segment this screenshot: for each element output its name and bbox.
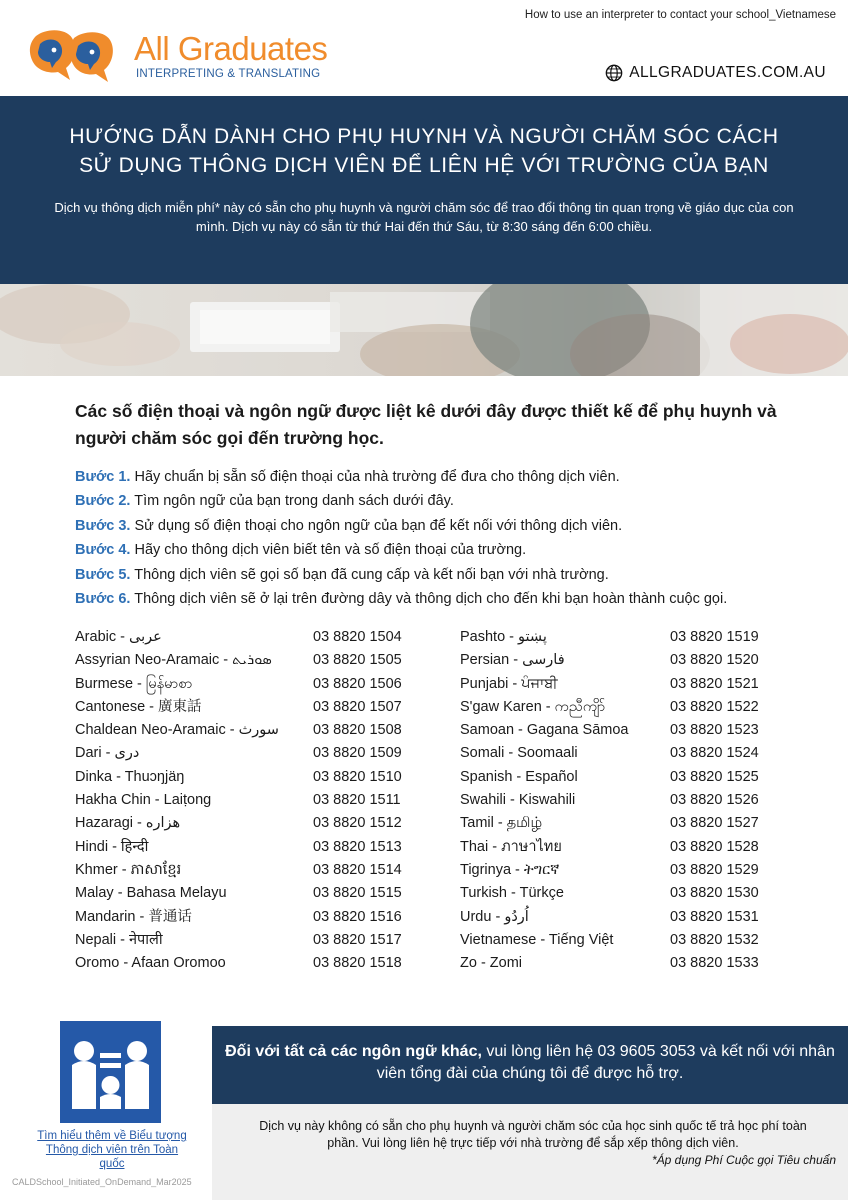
language-phone: 03 8820 1522 <box>670 698 759 715</box>
language-phone: 03 8820 1523 <box>670 722 759 739</box>
language-row <box>75 952 415 975</box>
language-name: Thai - ภาษาไทย <box>460 838 562 855</box>
step-text: Thông dịch viên sẽ gọi số bạn đã cung cấp và kết nối bạn với nhà trường. <box>130 566 609 583</box>
notice-box <box>212 1104 848 1200</box>
language-phone: 03 8820 1517 <box>313 931 402 948</box>
language-name: Hindi - हिन्दी <box>75 838 149 855</box>
globe-icon <box>605 64 623 82</box>
language-name: Nepali - नेपाली <box>75 931 163 948</box>
language-phone: 03 8820 1516 <box>313 908 402 925</box>
language-name: Chaldean Neo-Aramaic - سورث <box>75 722 279 739</box>
language-phone: 03 8820 1533 <box>670 955 759 972</box>
language-row <box>460 929 770 952</box>
website-link[interactable] <box>605 64 826 82</box>
language-phone: 03 8820 1530 <box>670 885 759 902</box>
notice-footnote: *Áp dụng Phí Cuộc gọi Tiêu chuẩn <box>651 1153 836 1167</box>
language-name: Hazaragi - هزاره <box>75 815 181 832</box>
language-row <box>75 673 415 696</box>
language-phone: 03 8820 1524 <box>670 745 759 762</box>
language-row <box>75 719 415 742</box>
language-name: Dari - دری <box>75 745 140 762</box>
language-phone: 03 8820 1508 <box>313 722 402 739</box>
language-row <box>460 766 770 789</box>
language-name: Urdu - اُردُو <box>460 908 529 925</box>
language-name: Tigrinya - ትግርኛ <box>460 861 560 878</box>
language-row <box>75 882 415 905</box>
language-row <box>75 929 415 952</box>
language-row <box>460 812 770 835</box>
language-phone: 03 8820 1532 <box>670 931 759 948</box>
language-name: Mandarin - 普通话 <box>75 908 192 925</box>
language-phone: 03 8820 1505 <box>313 652 402 669</box>
language-name: Spanish - Español <box>460 768 578 785</box>
language-row <box>460 649 770 672</box>
step-text: Thông dịch viên sẽ ở lại trên đường dây và thông dịch cho đến khi bạn hoàn thành cuộc gọi. <box>130 591 728 608</box>
language-row <box>460 742 770 765</box>
language-row <box>460 906 770 929</box>
language-name: Oromo - Afaan Oromoo <box>75 955 226 972</box>
notice-text: Dịch vụ này không có sẵn cho phụ huynh và người chăm sóc của học sinh quốc tế trả học phí toàn phần. Vui lòng liên hệ trực tiếp với nhà trường để sắp xếp thông dịch viên. <box>259 1119 807 1150</box>
language-name: Vietnamese - Tiếng Việt <box>460 931 614 948</box>
language-row <box>460 789 770 812</box>
national-interpreter-symbol-icon <box>60 1021 161 1123</box>
step-item <box>75 489 835 513</box>
language-row <box>460 882 770 905</box>
language-name: Zo - Zomi <box>460 955 523 972</box>
language-name: S'gaw Karen - ကညီကျိာ် <box>460 698 606 715</box>
step-item <box>75 514 835 538</box>
language-row <box>75 906 415 929</box>
language-row <box>460 696 770 719</box>
step-item <box>75 587 835 611</box>
language-name: Khmer - ភាសាខ្មែរ <box>75 861 182 878</box>
language-list-left <box>75 626 415 975</box>
language-row <box>75 696 415 719</box>
language-row <box>460 626 770 649</box>
steps-list <box>75 465 835 611</box>
language-phone: 03 8820 1510 <box>313 768 402 785</box>
language-row <box>75 859 415 882</box>
step-number: Bước 4. <box>75 542 131 559</box>
language-phone: 03 8820 1526 <box>670 792 759 809</box>
step-text: Hãy cho thông dịch viên biết tên và số điện thoại của trường. <box>130 542 527 559</box>
language-phone: 03 8820 1504 <box>313 629 402 645</box>
language-row <box>75 812 415 835</box>
step-number: Bước 2. <box>75 493 131 510</box>
page-title: HƯỚNG DẪN DÀNH CHO PHỤ HUYNH VÀ NGƯỜI CHĂM SÓC CÁCH SỬ DỤNG THÔNG DỊCH VIÊN ĐỂ LIÊN HỆ VỚI TRƯỜNG CỦA BẠN <box>69 125 779 177</box>
language-name: Hakha Chin - Laiṭong <box>75 792 212 809</box>
language-phone: 03 8820 1520 <box>670 652 759 669</box>
language-row <box>460 719 770 742</box>
language-name: Punjabi - ਪੰਜਾਬੀ <box>460 675 558 692</box>
language-name: Assyrian Neo-Aramaic - ܣܘܪܝܬ <box>75 652 272 669</box>
language-name: Pashto - پښتو <box>460 629 547 645</box>
language-name: Malay - Bahasa Melayu <box>75 885 227 902</box>
interpreter-symbol-link[interactable]: Tìm hiểu thêm về Biểu tượng Thông dịch viên trên Toàn quốc <box>37 1130 187 1170</box>
language-name: Swahili - Kiswahili <box>460 792 576 809</box>
language-phone: 03 8820 1509 <box>313 745 402 762</box>
language-name: Burmese - မြန်မာစာ <box>75 675 193 692</box>
language-phone: 03 8820 1514 <box>313 861 402 878</box>
language-row <box>460 836 770 859</box>
brand-name: All Graduates <box>134 30 328 67</box>
phone-list-heading: Các số điện thoại và ngôn ngữ được liệt kê dưới đây được thiết kế để phụ huynh và người chăm sóc gọi đến trường học. <box>75 401 777 448</box>
language-phone: 03 8820 1528 <box>670 838 759 855</box>
language-row <box>75 766 415 789</box>
hero-banner <box>0 96 848 284</box>
step-text: Sử dụng số điện thoại cho ngôn ngữ của bạn để kết nối với thông dịch viên. <box>130 517 623 534</box>
language-name: Somali - Soomaali <box>460 745 578 762</box>
step-item <box>75 563 835 587</box>
language-phone: 03 8820 1525 <box>670 768 759 785</box>
language-row <box>75 789 415 812</box>
document-reference: CALDSchool_Initiated_OnDemand_Mar2025 <box>12 1177 192 1187</box>
language-row <box>75 626 415 649</box>
language-list-right <box>460 626 770 975</box>
language-phone: 03 8820 1513 <box>313 838 402 855</box>
language-name: Cantonese - 廣東話 <box>75 698 202 715</box>
language-row <box>460 952 770 975</box>
all-graduates-logo-icon <box>26 28 120 86</box>
language-phone: 03 8820 1518 <box>313 955 402 972</box>
language-phone: 03 8820 1506 <box>313 675 402 692</box>
language-name: Dinka - Thuɔŋjäŋ <box>75 768 185 785</box>
contact-text: vui lòng liên hệ 03 9605 3053 và kết nối với nhân viên tổng đài của chúng tôi để được hỗ trợ. <box>376 1043 835 1082</box>
language-phone: 03 8820 1511 <box>313 792 401 809</box>
language-phone: 03 8820 1521 <box>670 675 759 692</box>
contact-box <box>212 1026 848 1104</box>
language-row <box>75 836 415 859</box>
step-item <box>75 538 835 562</box>
language-phone: 03 8820 1507 <box>313 698 402 715</box>
language-phone: 03 8820 1512 <box>313 815 402 832</box>
step-text: Hãy chuẩn bị sẵn số điện thoại của nhà trường để đưa cho thông dịch viên. <box>130 469 620 485</box>
step-number: Bước 1. <box>75 469 131 485</box>
language-name: Tamil - தமிழ் <box>460 815 543 832</box>
language-name: Arabic - عربى <box>75 629 162 645</box>
website-label: ALLGRADUATES.COM.AU <box>629 64 826 81</box>
language-row <box>460 673 770 696</box>
step-number: Bước 5. <box>75 566 131 583</box>
brand-tagline: INTERPRETING & TRANSLATING <box>136 68 321 80</box>
document-caption: How to use an interpreter to contact your school_Vietnamese <box>524 9 836 21</box>
language-phone: 03 8820 1519 <box>670 629 759 645</box>
language-row <box>75 649 415 672</box>
hero-photo <box>0 284 848 376</box>
language-name: Persian - فارسی <box>460 652 565 669</box>
language-row <box>75 742 415 765</box>
language-phone: 03 8820 1515 <box>313 885 402 902</box>
language-phone: 03 8820 1527 <box>670 815 759 832</box>
hero-intro: Dịch vụ thông dịch miễn phí* này có sẵn cho phụ huynh và người chăm sóc để trao đổi thông tin quan trọng về giáo dục của con mình. Dịch vụ này có sẵn từ thứ Hai đến thứ Sáu, từ 8:30 sáng đến 6:00 chiều. <box>54 200 794 234</box>
language-name: Turkish - Türkçe <box>460 885 564 902</box>
step-text: Tìm ngôn ngữ của bạn trong danh sách dưới đây. <box>130 493 454 510</box>
step-number: Bước 3. <box>75 517 131 534</box>
step-number: Bước 6. <box>75 591 131 608</box>
language-phone: 03 8820 1531 <box>670 908 759 925</box>
step-item <box>75 465 835 489</box>
language-phone: 03 8820 1529 <box>670 861 759 878</box>
language-name: Samoan - Gagana Sāmoa <box>460 722 629 739</box>
all-graduates-logo <box>26 28 336 88</box>
language-row <box>460 859 770 882</box>
contact-emphasis: Đối với tất cả các ngôn ngữ khác, <box>225 1043 482 1060</box>
